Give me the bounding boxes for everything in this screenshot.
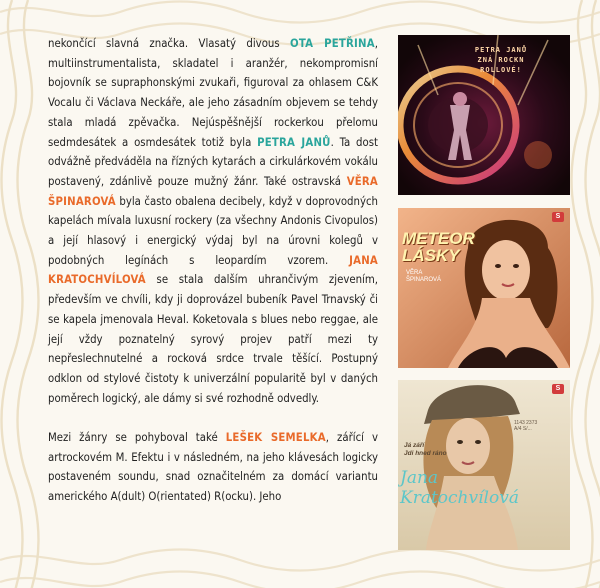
article-text [48, 34, 378, 507]
cover-title-line: METEOR [402, 229, 475, 248]
cover-catalog-line: 1143 2373 [514, 420, 538, 426]
cover-title-line: PETRA JANŮ [474, 46, 528, 54]
text-run: , multiinstrumentalista, skladatel i aranžér, nekompromisní bojovník se supraphonskými zvukaři, figuroval za ohlasem C&K Vocalu či Václava Neckáře, ale jeho zásadním objevem se tehdy stala mladá zpěvačka. Nejúspěšnější rockerkou přelomu sedmdesátek a osmdesátek totiž byla [48, 37, 379, 149]
cover-title-line: LÁSKY [402, 246, 460, 265]
cover-songs [404, 442, 468, 458]
cover-artist-line: Kratochvílová [400, 488, 519, 508]
artist-name-petra-janu: PETRA JANŮ [257, 135, 331, 149]
cover-song-line: Jdi hned ráno [404, 450, 447, 457]
supraphon-logo-icon: S [552, 212, 564, 222]
cover-catalog [514, 420, 564, 432]
cover-artist [406, 270, 476, 284]
album-cover-vera-spinarova [398, 208, 570, 368]
paragraph-2 [48, 428, 378, 507]
album-cover-jana-kratochvilova [398, 380, 570, 550]
artist-name-vera-spinarova: VĚRA ŠPINAROVÁ [48, 174, 378, 208]
cover-art-portrait [398, 380, 570, 550]
text-run: Mezi žánry se pohyboval také [48, 431, 226, 445]
text-run: . Ta dost odvážně předváděla na řízných kytarách a cirkulárkovém vokálu postavený, zdánlivě pouze mužný žánr. Také ostravská [48, 135, 378, 188]
text-run: nekončící slavná značka. Vlasatý divous [48, 37, 291, 50]
cover-song-line: Já září [404, 442, 425, 449]
artist-name-ota-petrina: OTA PETŘINA [290, 37, 375, 50]
text-run: , zářící v artrockovém M. Efektu i v následném, na jeho klávesách logicky postaveném soundu, snad označitelném za domácí variantu amerického A(dult) O(rientated) R(ocku). Jeho [48, 431, 378, 504]
cover-catalog-line: A/4 S/... [514, 426, 532, 432]
artist-name-jana-kratochvilova: JANA KRATOCHVÍLOVÁ [48, 253, 378, 287]
cover-title-line: ROLLOVÉ! [480, 66, 522, 74]
album-cover-petra-janu [398, 35, 570, 195]
artist-name-lesek-semelka: LEŠEK SEMELKA [225, 431, 326, 445]
cover-title [402, 230, 482, 264]
cover-title-line: ZNÁ ROCKN [477, 56, 525, 64]
text-run: se stala dalším uhrančivým zjevením, především ve chvíli, kdy ji doprovázel bubeník Pavel Trnavský či se kapela jmenovala Heval. Koketovala s blues nebo reggae, ale její vždy poznatelný syrový projev patří mezi ty nepřeslechnutelné a rocková srdce trvale těšící. Postupný odklon od stylové čistoty k univerzální popularitě byl v daných poměrech logický, ale dámy si své rozhodně odvedly. [48, 273, 378, 405]
cover-title [436, 45, 566, 75]
cover-artist [400, 468, 568, 508]
text-run: byla často obalena decibely, když v doprovodných kapelách mívala luxusní rockery (za všechny Andonis Civopulos) a její hlasový i energický výdaj byl na úrovni kolegů v podobných legínách s leopardím vzorem. [48, 194, 378, 267]
cover-artist-line: VĚRA [406, 270, 423, 276]
paragraph-1 [48, 34, 378, 408]
cover-artist-line: Jana [400, 468, 439, 488]
cover-artist-line: ŠPINAROVÁ [406, 277, 442, 283]
supraphon-logo-icon: S [552, 384, 564, 394]
